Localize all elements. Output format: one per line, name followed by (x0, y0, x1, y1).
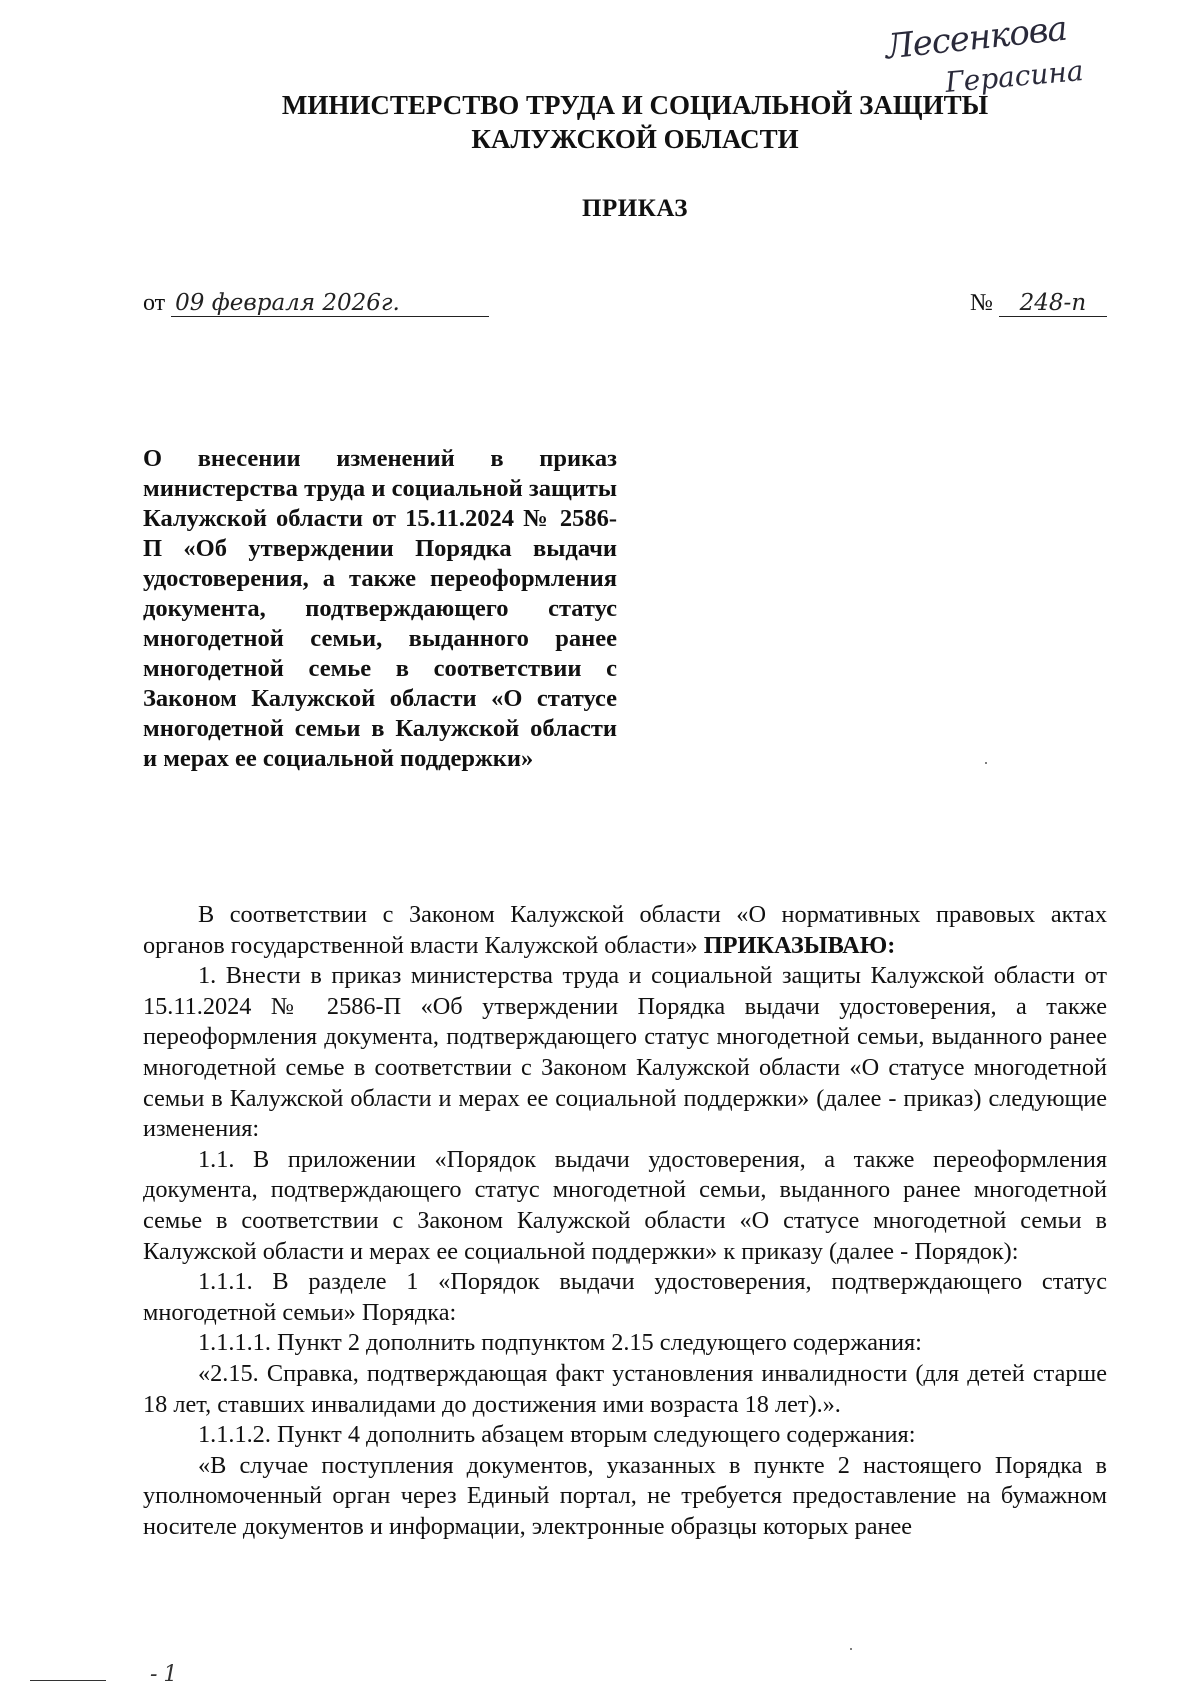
paragraph-1-1-1-1: 1.1.1.1. Пункт 2 дополнить подпунктом 2.15 следующего содержания: (198, 1329, 922, 1357)
number-prefix: № (970, 290, 993, 316)
number-row (970, 290, 1107, 317)
scan-dot (985, 762, 987, 764)
paragraph-quote: «В случае поступления документов, указанных в пункте 2 настоящего Порядка в уполномоченный орган через Единый портал, не требуется предоставление на бумажном носителе документов и информации, электронные образцы которых ранее (143, 1451, 1107, 1540)
paragraph-2-15: «2.15. Справка, подтверждающая факт установления инвалидности (для детей старше 18 лет, ставших инвалидами до достижения ими возраста 18 лет).». (143, 1359, 1107, 1418)
document-type-title: ПРИКАЗ (582, 195, 688, 222)
handwritten-note-line1: Лесенкова (883, 8, 1069, 68)
intro-paragraph (143, 900, 1107, 961)
date-prefix: от (143, 290, 166, 316)
intro-text: В соответствии с Законом Калужской области «О нормативных правовых актах органов государственной власти Калужской области» (143, 901, 1107, 959)
paragraph-1: 1. Внести в приказ министерства труда и социальной защиты Калужской области от 15.11.2024 № 2586-П «Об утверждении Порядка выдачи удостоверения, а также переоформления документа, подтверждающего статус многодетной семьи, выданного ранее многодетной семье в соответствии с Законом Калужской области «О статусе многодетной семьи в Калужской области и мерах ее социальной поддержки» (далее - приказ) следующие изменения: (143, 962, 1107, 1143)
paragraph-1-1: 1.1. В приложении «Порядок выдачи удостоверения, а также переоформления документа, подтверждающего статус многодетной семьи, выданного ранее многодетной семье в соответствии с Законом Калужской области «О статусе многодетной семьи в Калужской области и мерах ее социальной поддержки» к приказу (далее - Порядок): (143, 1145, 1107, 1265)
date-handwritten: 09 февраля 2026г. (171, 290, 489, 317)
footer-scribble: -1 (150, 1662, 184, 1687)
footer-line (30, 1680, 106, 1681)
document-subject: О внесении изменений в приказ министерства труда и социальной защиты Калужской области от 15.11.2024 № 2586-П «Об утверждении Порядка выдачи удостоверения, а также переоформления документа, подтверждающего статус многодетной семьи, выданного ранее многодетной семье в соответствии с Законом Калужской области «О статусе многодетной семьи в Калужской области и мерах ее социальной поддержки» (143, 445, 617, 772)
paragraph-1-1-1-2: 1.1.1.2. Пункт 4 дополнить абзацем вторым следующего содержания: (198, 1421, 916, 1449)
ministry-line-1: МИНИСТЕРСТВО ТРУДА И СОЦИАЛЬНОЙ ЗАЩИТЫ (281, 90, 989, 120)
ministry-line-2: КАЛУЖСКОЙ ОБЛАСТИ (471, 124, 799, 154)
intro-order-word: ПРИКАЗЫВАЮ: (703, 931, 896, 959)
handwritten-note-line2: Герасина (943, 54, 1085, 99)
number-handwritten: 248-п (999, 290, 1107, 317)
scan-dot (850, 1648, 852, 1650)
paragraph-1-1-1: 1.1.1. В разделе 1 «Порядок выдачи удостоверения, подтверждающего статус многодетной семьи» Порядка: (143, 1268, 1107, 1326)
ministry-header (0, 88, 1200, 156)
document-body (143, 900, 1107, 1542)
date-row (143, 290, 489, 317)
